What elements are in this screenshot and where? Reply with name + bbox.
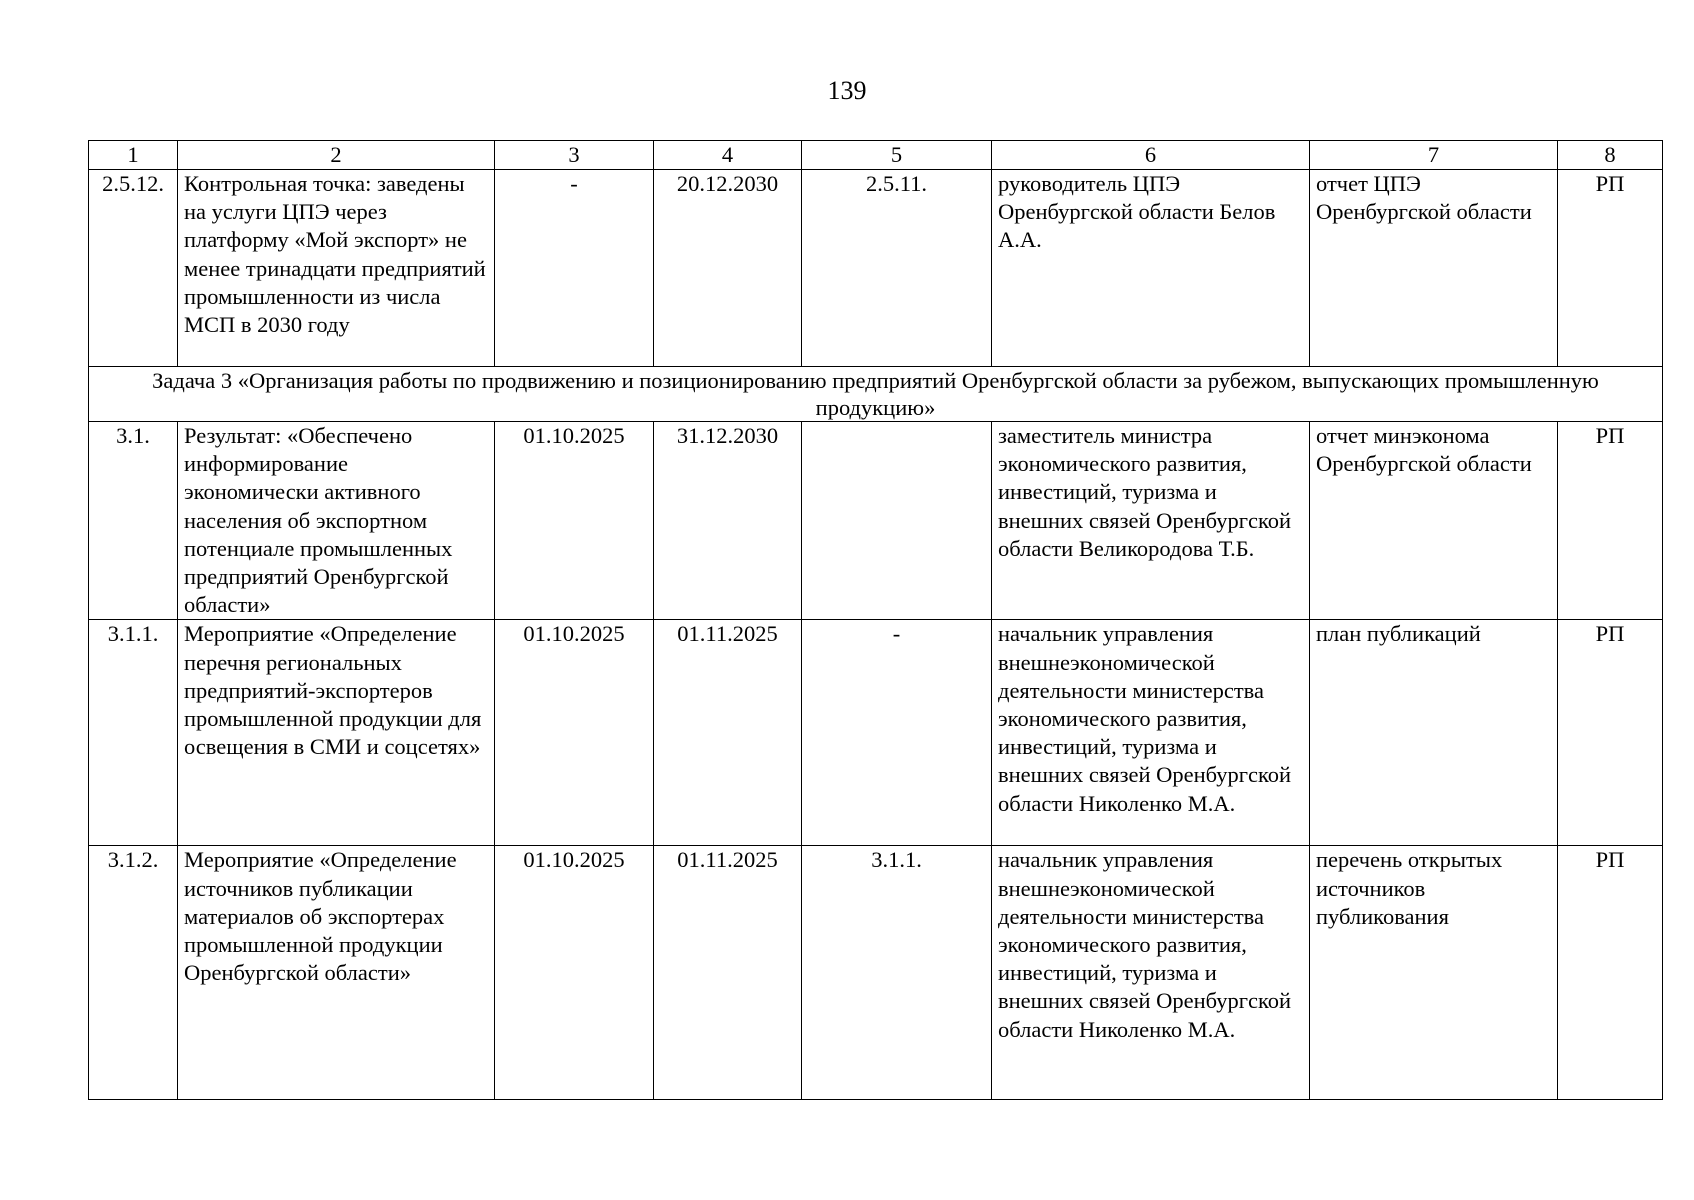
header-col-7: 7 xyxy=(1310,141,1558,170)
row-name: Мероприятие «Определение перечня региональных предприятий-экспортеров промышленной продукции для освещения в СМИ и соцсетях» xyxy=(178,620,495,846)
plan-table xyxy=(88,140,1663,1100)
row-end-date: 01.11.2025 xyxy=(654,620,802,846)
row-document: отчет ЦПЭ Оренбургской области xyxy=(1310,170,1558,367)
row-document: отчет минэконома Оренбургской области xyxy=(1310,422,1558,620)
row-responsible: начальник управления внешнеэкономической деятельности министерства экономического развития, инвестиций, туризма и внешних связей Оренбургской области Николенко М.А. xyxy=(992,620,1310,846)
row-start-date: 01.10.2025 xyxy=(495,422,654,620)
table-header xyxy=(89,141,1663,170)
row-predecessor: - xyxy=(802,620,992,846)
row-predecessor: 2.5.11. xyxy=(802,170,992,367)
header-col-3: 3 xyxy=(495,141,654,170)
row-responsible: руководитель ЦПЭ Оренбургской области Белов А.А. xyxy=(992,170,1310,367)
task-heading: Задача 3 «Организация работы по продвижению и позиционированию предприятий Оренбургской области за рубежом, выпускающих промышленную продукцию» xyxy=(89,367,1663,422)
table-row xyxy=(89,422,1663,620)
row-start-date: 01.10.2025 xyxy=(495,846,654,1100)
row-number: 2.5.12. xyxy=(89,170,178,367)
task-row xyxy=(89,367,1663,422)
row-number: 3.1. xyxy=(89,422,178,620)
row-end-date: 20.12.2030 xyxy=(654,170,802,367)
row-number: 3.1.2. xyxy=(89,846,178,1100)
row-number: 3.1.1. xyxy=(89,620,178,846)
row-responsible: начальник управления внешнеэкономической деятельности министерства экономического развития, инвестиций, туризма и внешних связей Оренбургской области Николенко М.А. xyxy=(992,846,1310,1100)
header-col-1: 1 xyxy=(89,141,178,170)
row-start-date: 01.10.2025 xyxy=(495,620,654,846)
row-predecessor: 3.1.1. xyxy=(802,846,992,1100)
row-document: перечень открытых источников публикования xyxy=(1310,846,1558,1100)
row-level: РП xyxy=(1558,422,1663,620)
row-name: Контрольная точка: заведены на услуги ЦПЭ через платформу «Мой экспорт» не менее тринадцати предприятий промышленности из числа МСП в 2030 году xyxy=(178,170,495,367)
row-end-date: 01.11.2025 xyxy=(654,846,802,1100)
header-col-2: 2 xyxy=(178,141,495,170)
row-level: РП xyxy=(1558,620,1663,846)
header-col-6: 6 xyxy=(992,141,1310,170)
row-start-date: - xyxy=(495,170,654,367)
table-row xyxy=(89,170,1663,367)
row-responsible: заместитель министра экономического развития, инвестиций, туризма и внешних связей Оренбургской области Великородова Т.Б. xyxy=(992,422,1310,620)
header-col-4: 4 xyxy=(654,141,802,170)
row-end-date: 31.12.2030 xyxy=(654,422,802,620)
row-name: Результат: «Обеспечено информирование экономически активного населения об экспортном потенциале промышленных предприятий Оренбургской области» xyxy=(178,422,495,620)
row-level: РП xyxy=(1558,846,1663,1100)
row-level: РП xyxy=(1558,170,1663,367)
header-row xyxy=(89,141,1663,170)
table-row xyxy=(89,846,1663,1100)
row-document: план публикаций xyxy=(1310,620,1558,846)
row-name: Мероприятие «Определение источников публикации материалов об экспортерах промышленной продукции Оренбургской области» xyxy=(178,846,495,1100)
row-predecessor xyxy=(802,422,992,620)
header-col-8: 8 xyxy=(1558,141,1663,170)
page-number: 139 xyxy=(827,76,867,105)
header-col-5: 5 xyxy=(802,141,992,170)
table-row xyxy=(89,620,1663,846)
